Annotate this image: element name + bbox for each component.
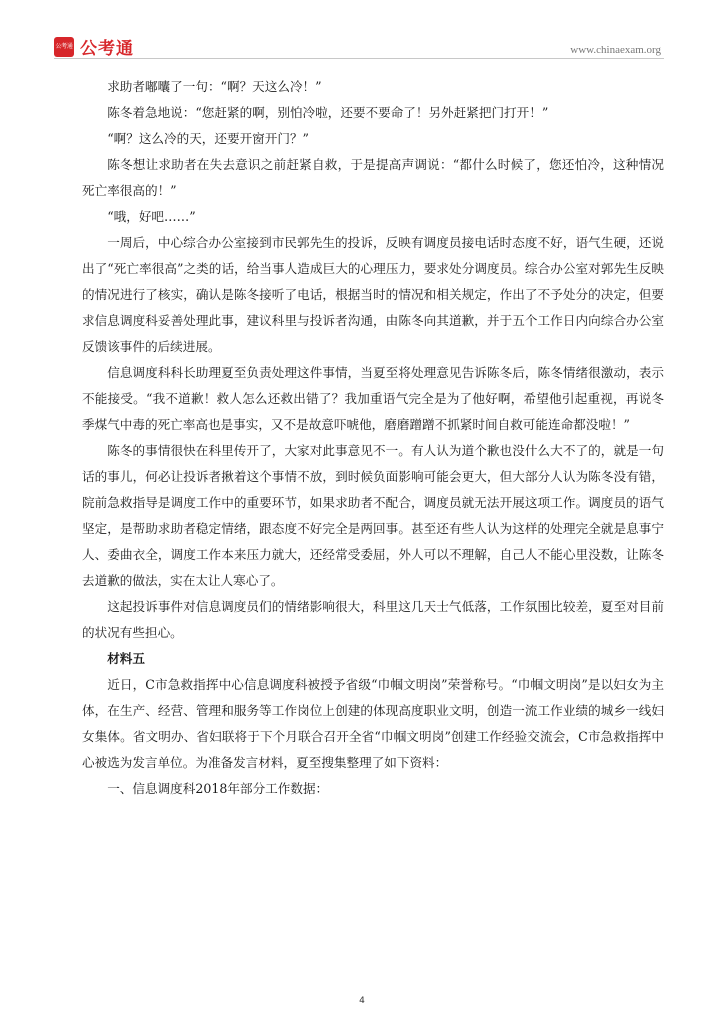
section-heading: 材料五 — [107, 651, 145, 666]
paragraph-5: “哦，好吧……” — [107, 209, 196, 224]
paragraph-4: 陈冬想让求助者在失去意识之前赶紧自救，于是提高声调说：“都什么时候了，您还怕冷，这种情况死亡率很高的！” — [82, 157, 664, 198]
header-divider — [54, 58, 664, 59]
paragraph-9: 这起投诉事件对信息调度员们的情绪影响很大，科里这几天士气低落，工作氛围比较差，夏至对目前的状况有些担心。 — [82, 599, 664, 640]
paragraph-6: 一周后，中心综合办公室接到市民郭先生的投诉，反映有调度员接电话时态度不好，语气生硬，还说出了“死亡率很高”之类的话，给当事人造成巨大的心理压力，要求处分调度员。综合办公室对郭先生反映的情况进行了核实，确认是陈冬接听了电话，根据当时的情况和相关规定，作出了不予处分的决定，但要求信息调度科妥善处理此事，建议科里与投诉者沟通，由陈冬向其道歉，并于五个工作日内向综合办公室反馈该事件的后续进展。 — [82, 235, 664, 354]
paragraph-11: 一、信息调度科2018年部分工作数据： — [107, 781, 329, 796]
paragraph-1: 求助者嘟囔了一句：“啊？天这么冷！” — [107, 79, 322, 94]
paragraph-8: 陈冬的事情很快在科里传开了，大家对此事意见不一。有人认为道个歉也没什么大不了的，就是一句话的事儿，何必让投诉者揪着这个事情不放，到时候负面影响可能会更大，但大部分人认为陈冬没有错，院前急救指导是调度工作中的重要环节，如果求助者不配合，调度员就无法开展这项工作。调度员的语气坚定，是帮助求助者稳定情绪，跟态度不好完全是两回事。甚至还有些人认为这样的处理完全就是息事宁人、委曲衣全，调度工作本来压力就大，还经常受委屈，外人可以不理解，自己人不能心里没数，让陈冬去道歉的做法，实在太让人寒心了。 — [82, 443, 664, 588]
paragraph-7: 信息调度科科长助理夏至负责处理这件事情，当夏至将处理意见告诉陈冬后，陈冬情绪很激动，表示不能接受。“我不道歉！救人怎么还救出错了？我加重语气完全是为了他好啊，希望他引起重视，再说冬季煤气中毒的死亡率高也是事实，又不是故意吓唬他，磨磨蹭蹭不抓紧时间自救可能连命都没啦！” — [82, 365, 664, 432]
page-header — [0, 0, 724, 64]
paragraph-3: “啊？这么冷的天，还要开窗开门？” — [107, 131, 309, 146]
site-url: www.chinaexam.org — [570, 44, 661, 56]
paragraph-2: 陈冬着急地说：“您赶紧的啊，别怕冷啦，还要不要命了！另外赶紧把门打开！” — [107, 105, 549, 120]
paragraph-10: 近日，C市急救指挥中心信息调度科被授予省级“巾帼文明岗”荣誉称号。“巾帼文明岗”是以妇女为主体，在生产、经营、管理和服务等工作岗位上创建的体现高度职业文明，创造一流工作业绩的城乡一线妇女集体。省文明办、省妇联将于下个月联合召开全省“巾帼文明岗”创建工作经验交流会，C市急救指挥中心被选为发言单位。为准备发言材料，夏至搜集整理了如下资料： — [82, 677, 664, 770]
document-body — [82, 74, 664, 802]
page-number: 4 — [359, 996, 365, 1006]
brand-name: 公考通 — [80, 39, 134, 59]
brand-logo-icon: 公考通 — [54, 37, 74, 57]
